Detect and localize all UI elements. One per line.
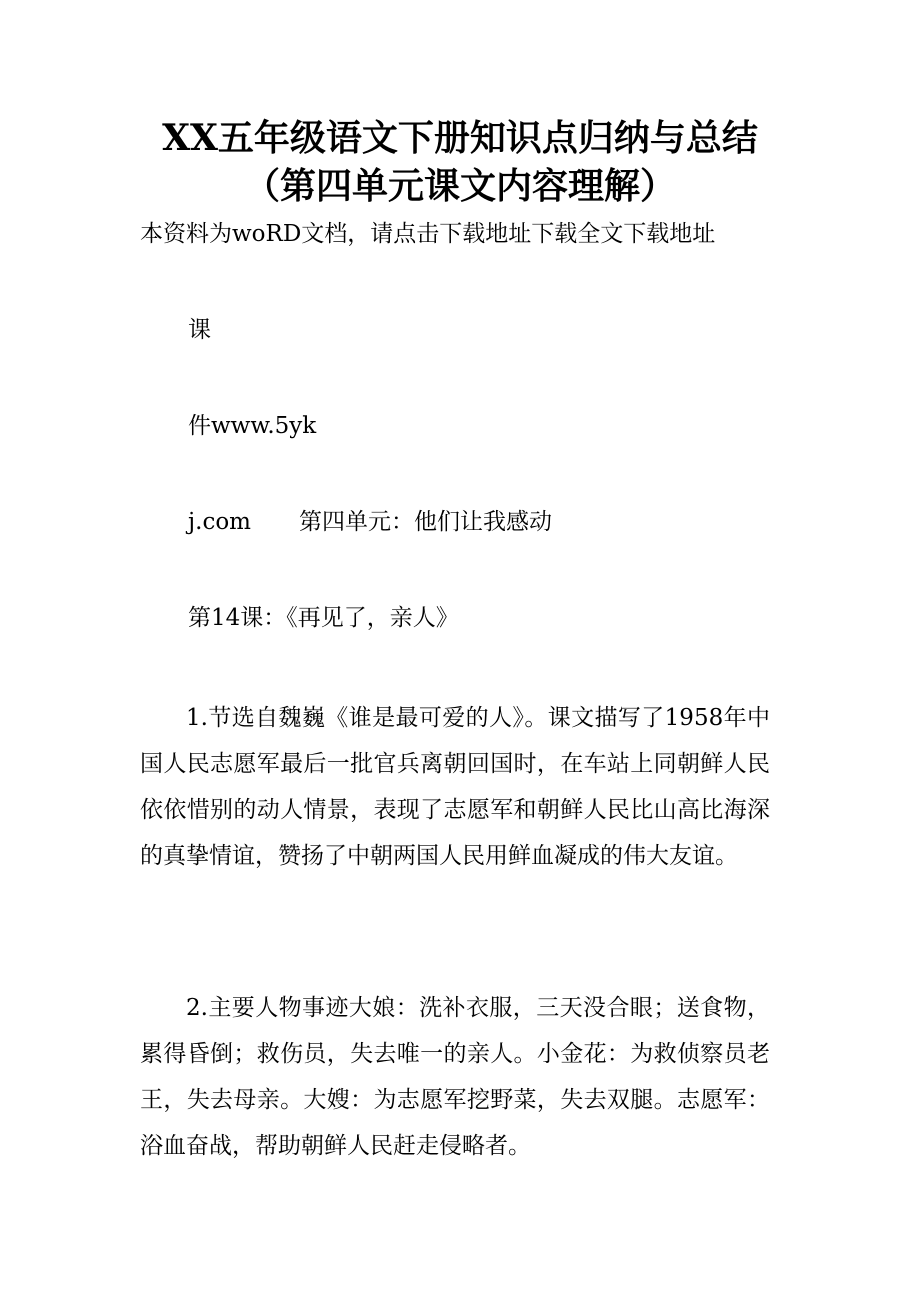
document-title-line-1: XX五年级语文下册知识点归纳与总结 xyxy=(162,117,758,159)
paragraph-2: 2.主要人物事迹大娘：洗补衣服，三天没合眼；送食物，累得昏倒；救伤员，失去唯一的亲人。小金花：为救侦察员老王，失去母亲。大嫂：为志愿军挖野菜，失去双腿。志愿军：浴血奋战，帮助朝鲜人民赶走侵略者。 xyxy=(140,995,770,1159)
intro-line: 本资料为woRD文档，请点击下载地址下载全文下载地址 xyxy=(140,221,716,247)
fragment-domain: j.com xyxy=(188,509,251,535)
lesson-heading: 第14课：《再见了，亲人》 xyxy=(188,605,459,631)
fragment-line-1: 课 xyxy=(188,317,211,343)
fragment-line-3 xyxy=(188,508,552,536)
paragraph-1: 1.节选自魏巍《谁是最可爱的人》。课文描写了1958年中国人民志愿军最后一批官兵离朝回国时，在车站上同朝鲜人民依依惜别的动人情景，表现了志愿军和朝鲜人民比山高比海深的真挚情谊，赞扬了中朝两国人民用鲜血凝成的伟大友谊。 xyxy=(140,705,770,869)
document-title-line-2: （第四单元课文内容理解） xyxy=(243,165,676,207)
unit-heading: 第四单元：他们让我感动 xyxy=(298,509,552,535)
fragment-line-2: 件www.5yk xyxy=(188,413,317,439)
